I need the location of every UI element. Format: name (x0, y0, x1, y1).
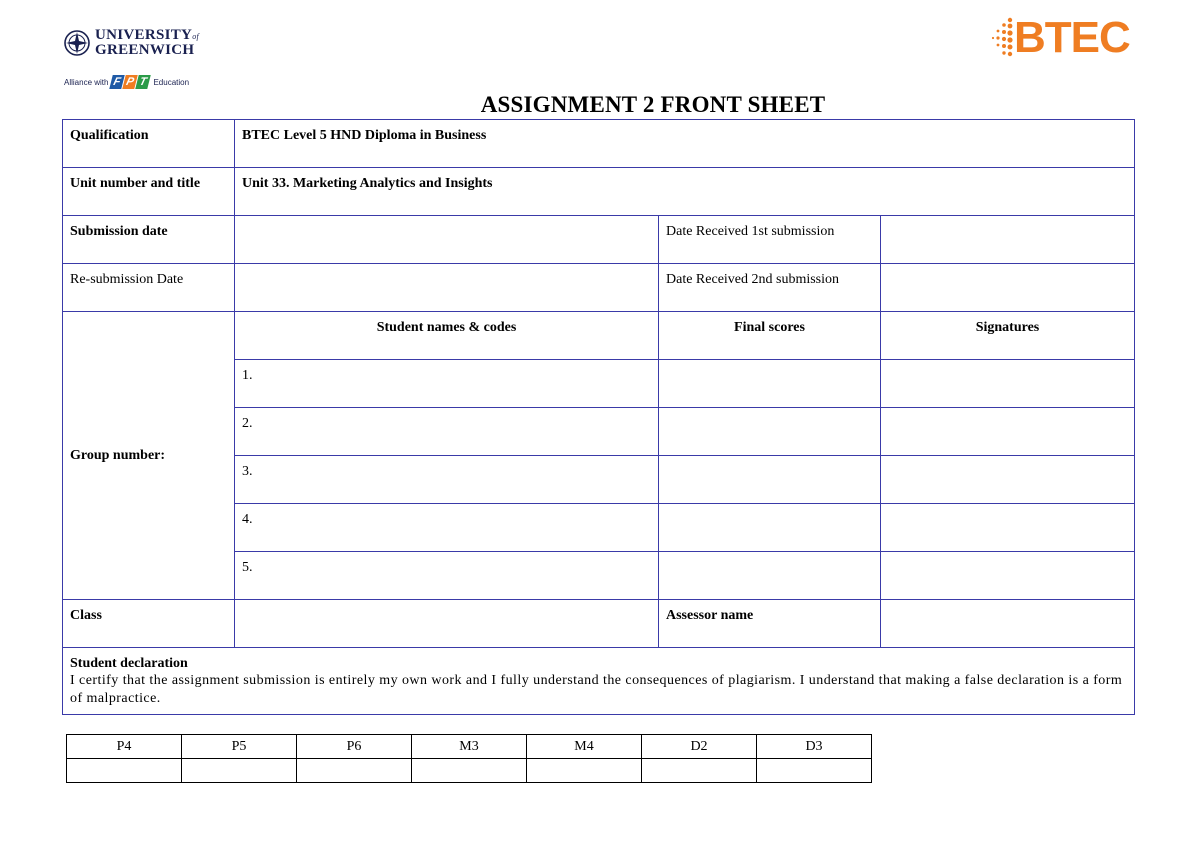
resubmission-date-value (242, 264, 651, 272)
class-label-cell (63, 600, 235, 648)
student-number: 4. (242, 512, 253, 527)
assessor-value (888, 600, 1127, 608)
submission-row (63, 216, 1135, 264)
student-name-field[interactable] (235, 360, 659, 408)
submission-date-field[interactable] (235, 216, 659, 264)
btec-logo (990, 12, 1140, 62)
of-word: of (192, 32, 200, 41)
final-score-value (666, 504, 873, 512)
student-names-header-text: Student names & codes (376, 320, 517, 335)
date-received-2-value (888, 264, 1127, 272)
date-received-2-field[interactable] (881, 264, 1135, 312)
qualification-row (63, 120, 1135, 168)
alliance-suffix: Education (153, 77, 190, 87)
signature-field[interactable] (881, 552, 1135, 600)
student-name-field[interactable] (235, 408, 659, 456)
resubmission-row (63, 264, 1135, 312)
class-value (242, 600, 651, 608)
btec-wordmark: BTEC (1014, 13, 1130, 62)
final-scores-header (659, 312, 881, 360)
final-score-field[interactable] (659, 504, 881, 552)
unit-row (63, 168, 1135, 216)
unit-label-cell (63, 168, 235, 216)
final-score-value (666, 360, 873, 368)
front-sheet-table (62, 119, 1135, 715)
submission-date-value (242, 216, 651, 224)
resubmission-date-field[interactable] (235, 264, 659, 312)
signature-field[interactable] (881, 456, 1135, 504)
fpt-letter-f: F (110, 75, 125, 89)
class-field[interactable] (235, 600, 659, 648)
declaration-text: I certify that the assignment submission is entirely my own work and I fully understand the consequences of plagiarism. I understand that making a false declaration is a form of malpractice. (70, 673, 1123, 706)
signature-field[interactable] (881, 504, 1135, 552)
unit-value: Unit 33. Marketing Analytics and Insights (242, 176, 493, 191)
criteria-value-d3[interactable] (757, 759, 872, 783)
student-name-field[interactable] (235, 504, 659, 552)
qualification-value-cell[interactable] (235, 120, 1135, 168)
criteria-header-m4: M4 (527, 735, 642, 759)
signature-value (888, 408, 1127, 416)
greenwich-word: GREENWICH (95, 42, 195, 58)
date-received-1-value (888, 216, 1127, 224)
submission-date-label: Submission date (70, 224, 168, 239)
criteria-header-p4: P4 (67, 735, 182, 759)
fpt-mark-icon (111, 75, 150, 89)
criteria-grid (66, 734, 872, 783)
final-score-field[interactable] (659, 408, 881, 456)
signature-field[interactable] (881, 408, 1135, 456)
group-number-label: Group number: (70, 447, 166, 463)
class-label: Class (70, 608, 102, 623)
submission-date-label-cell (63, 216, 235, 264)
btec-dots-icon (990, 16, 1016, 60)
alliance-prefix: Alliance with (64, 77, 109, 87)
final-score-field[interactable] (659, 552, 881, 600)
resubmission-date-label-cell (63, 264, 235, 312)
criteria-value-p4[interactable] (67, 759, 182, 783)
student-number: 2. (242, 416, 253, 431)
student-declaration-cell (63, 648, 1135, 715)
date-received-1-field[interactable] (881, 216, 1135, 264)
criteria-header-d3: D3 (757, 735, 872, 759)
assessor-label-cell (659, 600, 881, 648)
signatures-header (881, 312, 1135, 360)
signatures-header-text: Signatures (975, 320, 1040, 335)
student-names-header (235, 312, 659, 360)
unit-value-cell[interactable] (235, 168, 1135, 216)
signature-value (888, 552, 1127, 560)
signature-value (888, 360, 1127, 368)
assessor-field[interactable] (881, 600, 1135, 648)
university-of-greenwich-logo (64, 28, 199, 58)
criteria-value-d2[interactable] (642, 759, 757, 783)
student-name-field[interactable] (235, 456, 659, 504)
assessor-label: Assessor name (666, 608, 754, 623)
signature-value (888, 504, 1127, 512)
qualification-label: Qualification (70, 128, 149, 143)
class-row (63, 600, 1135, 648)
student-name-field[interactable] (235, 552, 659, 600)
fpt-letter-p: P (123, 75, 138, 89)
resubmission-date-label: Re-submission Date (70, 272, 184, 287)
criteria-value-row (67, 759, 872, 783)
criteria-header-row (67, 735, 872, 759)
final-scores-header-text: Final scores (734, 320, 805, 335)
fpt-letter-t: T (136, 75, 151, 89)
criteria-header-d2: D2 (642, 735, 757, 759)
criteria-header-p6: P6 (297, 735, 412, 759)
declaration-heading: Student declaration (70, 656, 188, 671)
student-number: 5. (242, 560, 253, 575)
date-received-1-label-cell (659, 216, 881, 264)
final-score-value (666, 408, 873, 416)
date-received-2-label: Date Received 2nd submission (666, 272, 840, 287)
date-received-2-label-cell (659, 264, 881, 312)
criteria-value-p6[interactable] (297, 759, 412, 783)
signature-field[interactable] (881, 360, 1135, 408)
final-score-field[interactable] (659, 456, 881, 504)
criteria-value-m4[interactable] (527, 759, 642, 783)
student-number: 3. (242, 464, 253, 479)
student-number: 1. (242, 368, 253, 383)
signature-value (888, 456, 1127, 464)
group-header-row (63, 312, 1135, 360)
group-number-label-cell (63, 312, 235, 600)
criteria-header-p5: P5 (182, 735, 297, 759)
declaration-row (63, 648, 1135, 715)
final-score-field[interactable] (659, 360, 881, 408)
date-received-1-label: Date Received 1st submission (666, 224, 835, 239)
final-score-value (666, 456, 873, 464)
university-word: UNIVERSITY (95, 27, 193, 43)
final-score-value (666, 552, 873, 560)
criteria-value-m3[interactable] (412, 759, 527, 783)
criteria-value-p5[interactable] (182, 759, 297, 783)
fpt-alliance-logo (64, 75, 189, 89)
unit-label: Unit number and title (70, 176, 201, 191)
compass-seal-icon (64, 30, 90, 56)
qualification-value: BTEC Level 5 HND Diploma in Business (242, 128, 487, 143)
qualification-label-cell (63, 120, 235, 168)
criteria-header-m3: M3 (412, 735, 527, 759)
page-title: ASSIGNMENT 2 FRONT SHEET (480, 92, 826, 117)
